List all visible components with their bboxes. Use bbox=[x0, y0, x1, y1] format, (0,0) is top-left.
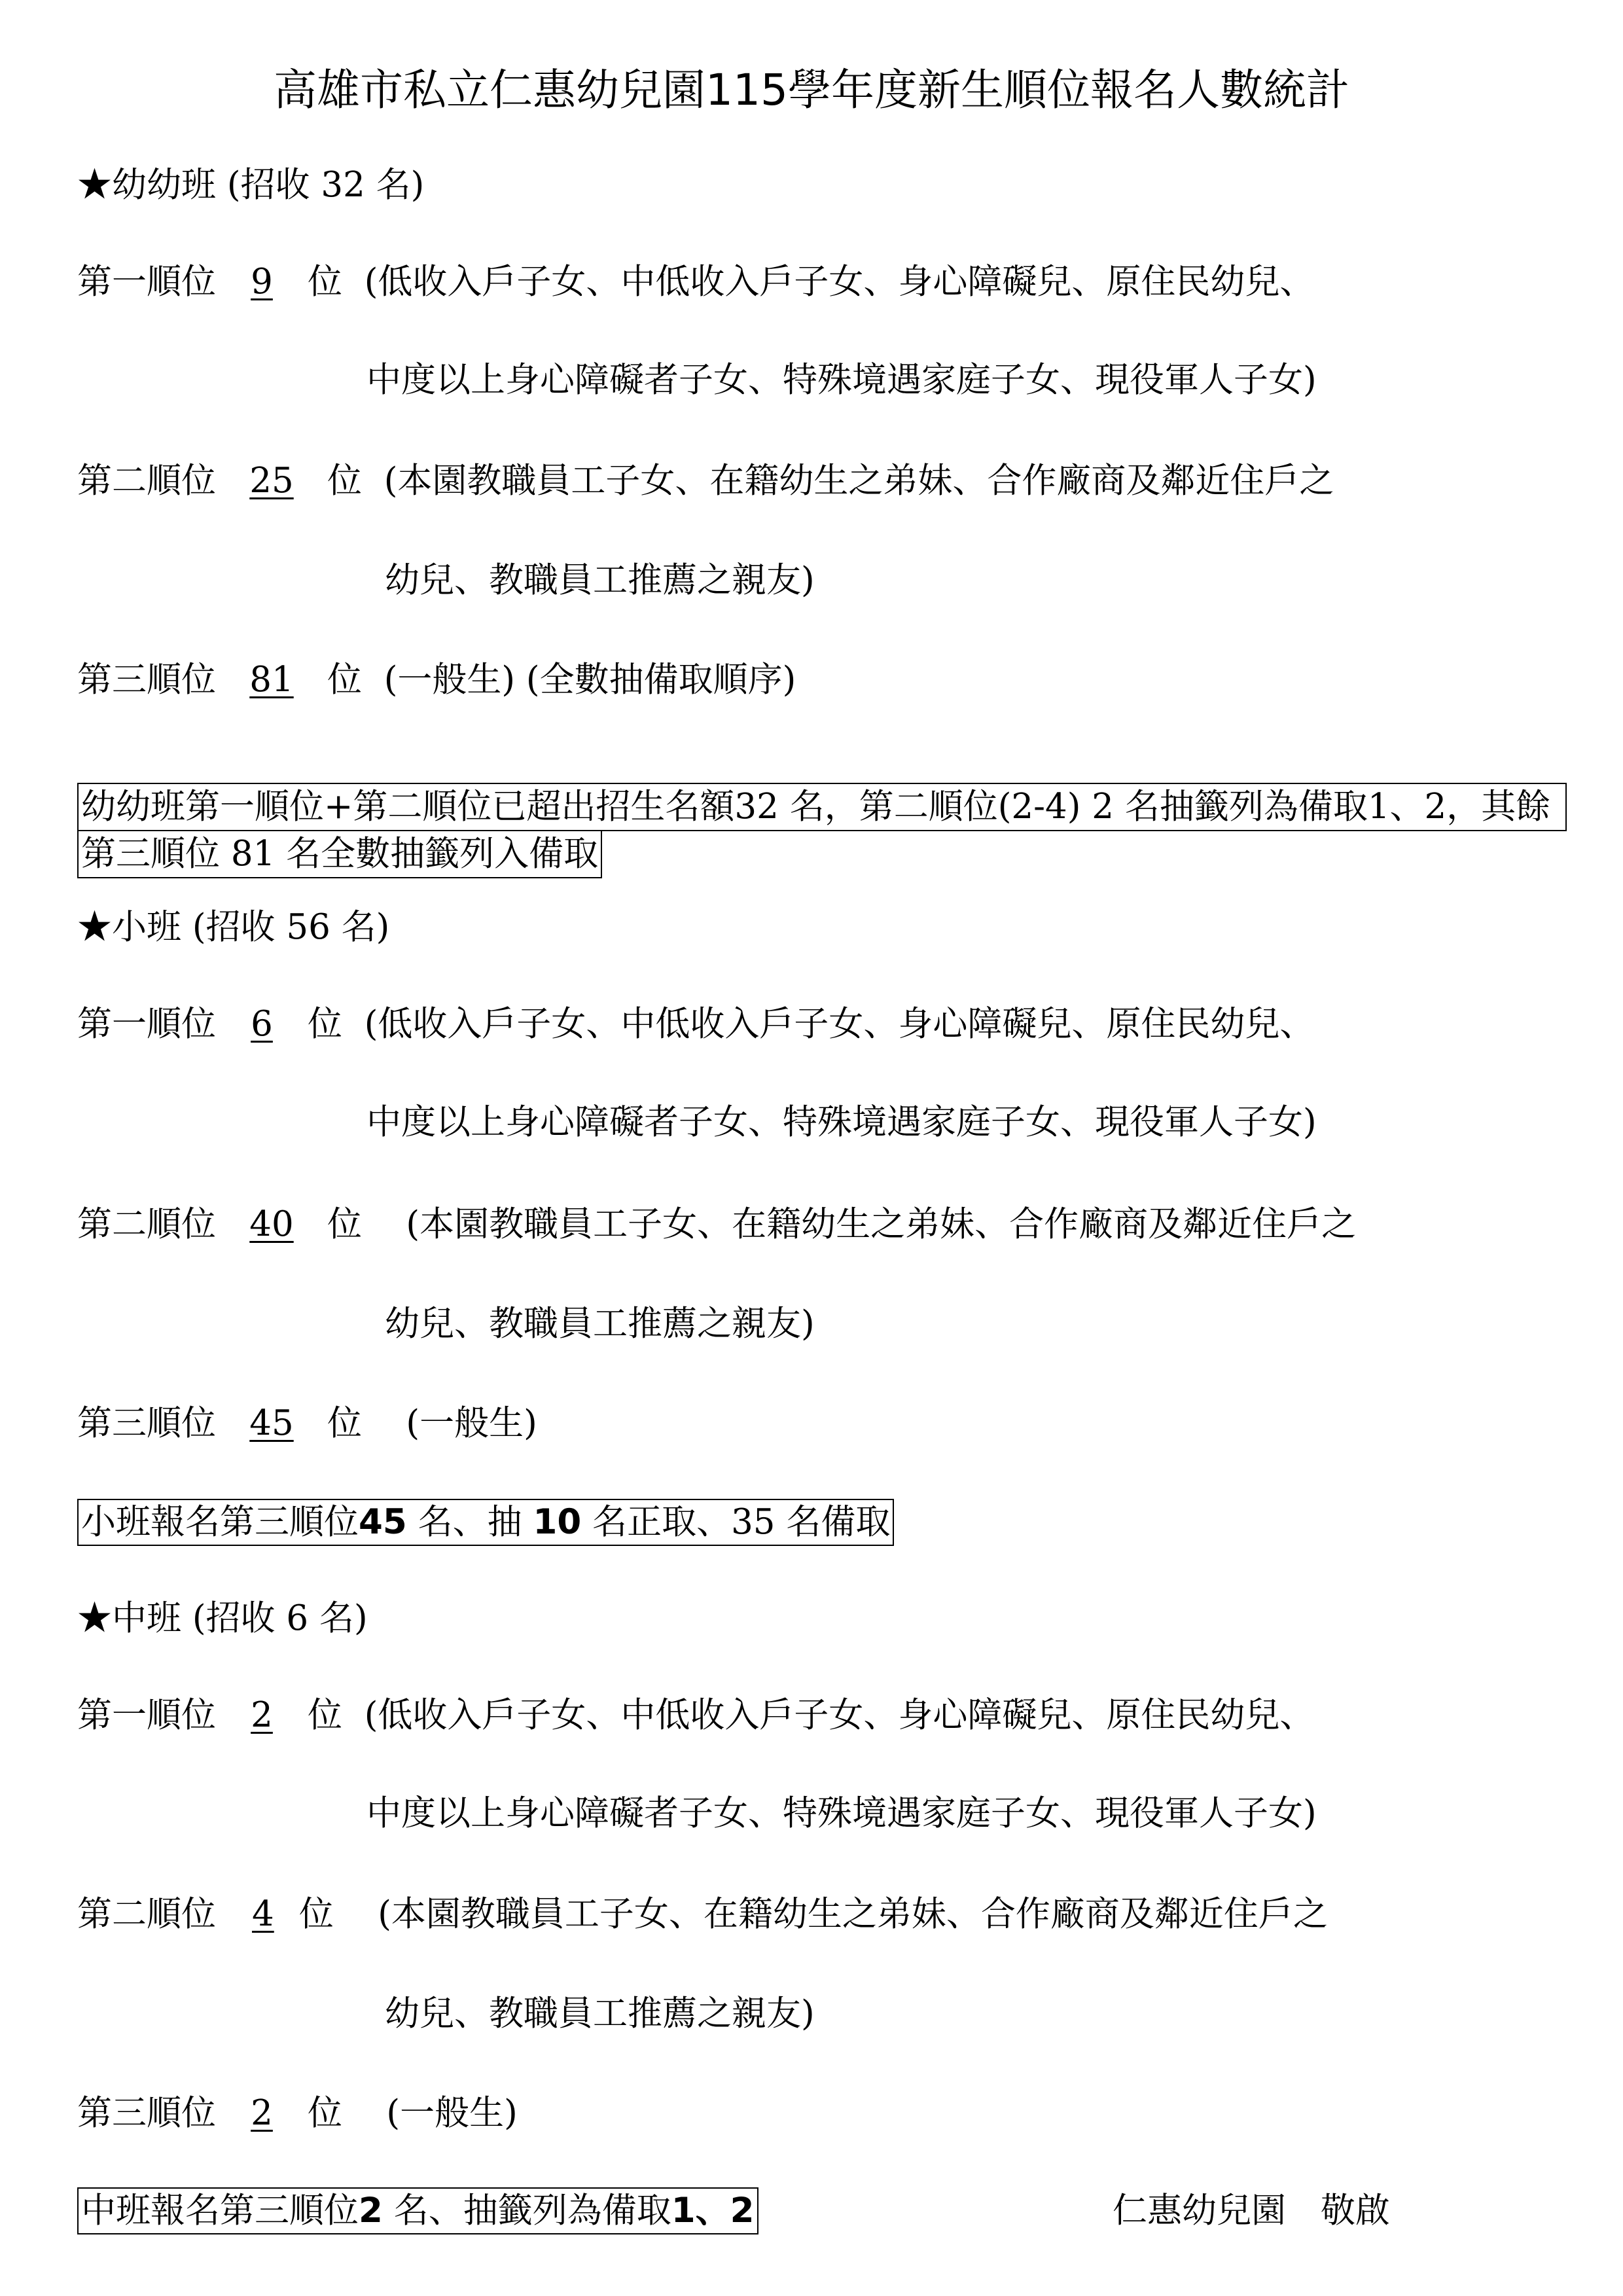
note-line: 第三順位 81 名全數抽籤列入備取 bbox=[77, 831, 602, 878]
note-text: 名、抽籤列為備取 bbox=[382, 2191, 671, 2231]
priority-desc-cont: 中度以上身心障礙者子女、特殊境遇家庭子女、現役軍人子女) bbox=[366, 1102, 1317, 1142]
note-text: 中班報名第三順位 bbox=[81, 2191, 359, 2231]
priority-unit: 位 bbox=[298, 1894, 334, 1934]
priority-label: 第一順位 bbox=[77, 1695, 216, 1735]
priority-row-2 bbox=[77, 458, 1334, 504]
note-box-small bbox=[77, 1499, 894, 1546]
priority-row-1 bbox=[77, 1693, 1314, 1738]
priority-row-1 bbox=[77, 1001, 1314, 1047]
note-number: 45 bbox=[359, 1502, 407, 1542]
section-heading-toddler: ★幼幼班 (招收 32 名) bbox=[77, 165, 425, 205]
priority-unit: 位 bbox=[327, 1204, 362, 1244]
priority-count: 25 bbox=[249, 461, 294, 501]
note-number: 2 bbox=[359, 2191, 383, 2231]
priority-label: 第二順位 bbox=[77, 1894, 216, 1934]
priority-label: 第二順位 bbox=[77, 1204, 216, 1244]
signature: 仁惠幼兒園 敬啟 bbox=[1113, 2191, 1390, 2231]
priority-label: 第三順位 bbox=[77, 1403, 216, 1443]
priority-count: 9 bbox=[251, 262, 273, 302]
priority-desc-cont: 幼兒、教職員工推薦之親友) bbox=[385, 1994, 815, 2034]
priority-unit: 位 bbox=[308, 1695, 342, 1735]
section-heading-small: ★小班 (招收 56 名) bbox=[77, 907, 390, 947]
priority-row-3 bbox=[77, 1401, 537, 1446]
priority-row-3 bbox=[77, 2090, 518, 2136]
priority-unit: 位 bbox=[327, 1403, 362, 1443]
note-line: 幼幼班第一順位+第二順位已超出招生名額32 名，第二順位(2-4) 2 名抽籤列為備取1、2，其餘 bbox=[77, 783, 1567, 831]
priority-count: 81 bbox=[249, 660, 294, 700]
priority-label: 第二順位 bbox=[77, 461, 216, 501]
priority-count: 4 bbox=[251, 1894, 274, 1934]
note-text: 小班報名第三順位 bbox=[81, 1502, 359, 1542]
priority-desc: (本園教職員工子女、在籍幼生之弟妹、合作廠商及鄰近住戶之 bbox=[383, 461, 1334, 501]
priority-row-1 bbox=[77, 259, 1314, 305]
priority-unit: 位 bbox=[327, 660, 362, 700]
priority-unit: 位 bbox=[308, 1004, 342, 1044]
priority-desc-cont: 幼兒、教職員工推薦之親友) bbox=[385, 560, 815, 600]
priority-label: 第三順位 bbox=[77, 2093, 216, 2133]
priority-row-2 bbox=[77, 1202, 1356, 1247]
priority-row-2 bbox=[77, 1892, 1328, 1937]
priority-desc: (一般生) bbox=[386, 2093, 518, 2133]
note-text: 名、抽 bbox=[406, 1502, 533, 1542]
priority-count: 6 bbox=[251, 1004, 273, 1044]
priority-desc-cont: 中度以上身心障礙者子女、特殊境遇家庭子女、現役軍人子女) bbox=[366, 360, 1317, 400]
note-number: 1、2 bbox=[671, 2191, 755, 2231]
priority-row-3 bbox=[77, 657, 796, 703]
priority-desc: (低收入戶子女、中低收入戶子女、身心障礙兒、原住民幼兒、 bbox=[364, 1695, 1315, 1735]
priority-unit: 位 bbox=[327, 461, 362, 501]
priority-desc-cont: 中度以上身心障礙者子女、特殊境遇家庭子女、現役軍人子女) bbox=[366, 1793, 1317, 1833]
priority-count: 2 bbox=[251, 2093, 273, 2133]
priority-desc: (一般生) (全數抽備取順序) bbox=[383, 660, 796, 700]
note-text: 名正取、35 名備取 bbox=[581, 1502, 891, 1542]
page-title: 高雄市私立仁惠幼兒園115學年度新生順位報名人數統計 bbox=[274, 65, 1349, 115]
priority-desc: (一般生) bbox=[406, 1403, 537, 1443]
priority-desc: (低收入戶子女、中低收入戶子女、身心障礙兒、原住民幼兒、 bbox=[364, 1004, 1315, 1044]
priority-unit: 位 bbox=[308, 2093, 342, 2133]
priority-desc: (本園教職員工子女、在籍幼生之弟妹、合作廠商及鄰近住戶之 bbox=[378, 1894, 1328, 1934]
priority-desc-cont: 幼兒、教職員工推薦之親友) bbox=[385, 1304, 815, 1344]
section-heading-middle: ★中班 (招收 6 名) bbox=[77, 1598, 368, 1638]
priority-desc: (本園教職員工子女、在籍幼生之弟妹、合作廠商及鄰近住戶之 bbox=[406, 1204, 1357, 1244]
priority-unit: 位 bbox=[308, 262, 342, 302]
priority-count: 2 bbox=[251, 1695, 273, 1735]
priority-label: 第一順位 bbox=[77, 262, 216, 302]
priority-count: 45 bbox=[249, 1403, 294, 1443]
priority-label: 第三順位 bbox=[77, 660, 216, 700]
priority-count: 40 bbox=[249, 1204, 294, 1244]
note-box-middle bbox=[77, 2187, 758, 2234]
priority-label: 第一順位 bbox=[77, 1004, 216, 1044]
priority-desc: (低收入戶子女、中低收入戶子女、身心障礙兒、原住民幼兒、 bbox=[364, 262, 1315, 302]
note-box-toddler bbox=[77, 783, 1567, 878]
note-number: 10 bbox=[533, 1502, 582, 1542]
